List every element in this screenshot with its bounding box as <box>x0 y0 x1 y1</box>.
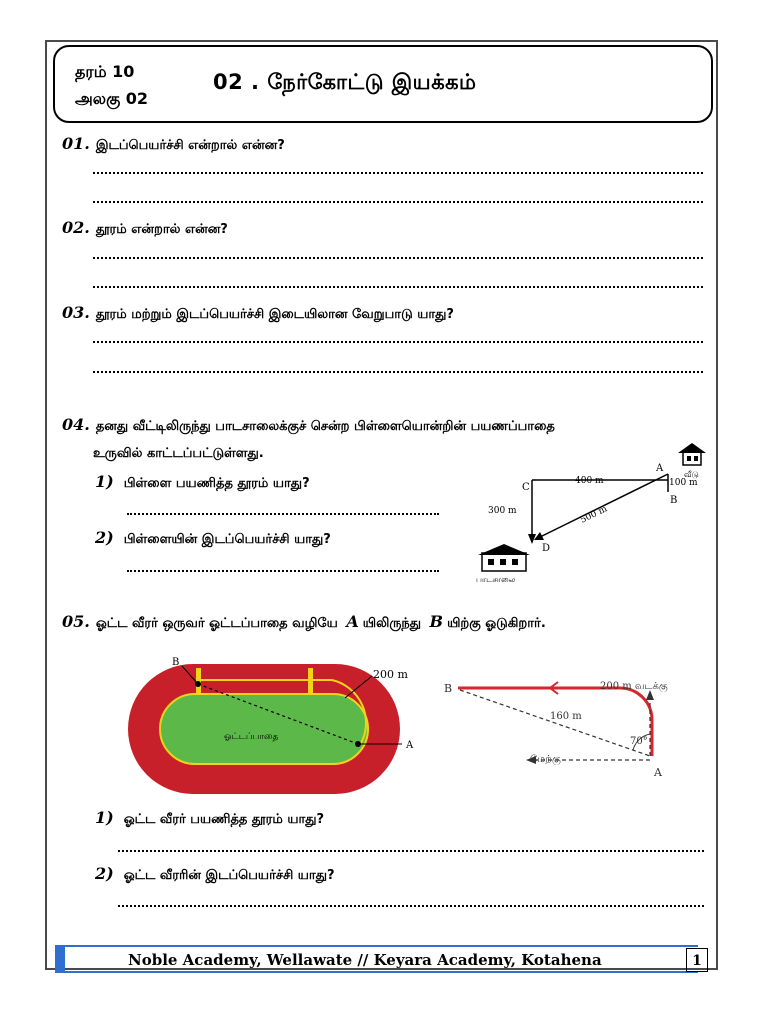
question-2-text: தூரம் என்றால் என்ன? <box>95 222 228 237</box>
sub1-text: ஓட்ட வீரர் பயணித்த தூரம் யாது? <box>123 812 325 827</box>
answer-line <box>118 905 704 907</box>
answer-line <box>93 286 703 288</box>
label-c: C <box>522 482 530 493</box>
question-1-text: இடப்பெயர்ச்சி என்றால் என்ன? <box>95 138 285 153</box>
answer-line <box>93 371 703 373</box>
question-4-number: 04. <box>62 415 90 434</box>
question-1-number: 01. <box>62 134 90 153</box>
sub2-text: பிள்ளையின் இடப்பெயர்ச்சி யாது? <box>123 532 331 547</box>
question-3-number: 03. <box>62 303 90 322</box>
question-4-text-line2: உருவில் காட்டப்பட்டுள்ளது. <box>93 446 264 461</box>
chord-line <box>460 690 650 756</box>
track-label-b: B <box>172 657 180 668</box>
question-5-text-post: யிற்கு ஓடுகிறார். <box>447 616 546 631</box>
curve-label: 200 m வடக்கு <box>600 681 668 692</box>
track-field-label: ஓட்டப்பாதை <box>224 732 279 742</box>
west-label: மேற்கு <box>530 754 561 765</box>
seg-ab-label: 100 m <box>669 478 698 488</box>
question-5-sub1 <box>95 808 324 828</box>
answer-line <box>93 341 703 343</box>
question-2 <box>62 218 228 238</box>
sub1-text: பிள்ளை பயணித்த தூரம் யாது? <box>123 476 310 491</box>
vector-label-b: B <box>444 682 453 695</box>
track-field <box>160 694 368 764</box>
question-5-text-mid: யிலிருந்து <box>362 616 421 631</box>
sub2-number: 2) <box>95 528 114 547</box>
seg-cd-label: 300 m <box>488 506 517 516</box>
angle-label: 70° <box>630 736 648 747</box>
question-3-text: தூரம் மற்றும் இடப்பெயர்ச்சி இடையிலான வேறுபாடு யாது? <box>95 307 454 322</box>
question-4-sub1 <box>95 472 310 492</box>
track-diagram <box>120 650 430 800</box>
school-label: பாடசாலை <box>476 575 516 584</box>
question-3 <box>62 303 454 323</box>
label-d: D <box>542 543 551 554</box>
question-1 <box>62 134 285 154</box>
answer-line <box>127 513 439 515</box>
answer-line <box>93 201 703 203</box>
school-icon <box>478 544 530 571</box>
answer-line <box>118 850 704 852</box>
house-icon <box>678 443 706 465</box>
answer-line <box>127 570 439 572</box>
home-label: வீடு <box>684 470 699 479</box>
seg-ca-label: 400 m <box>575 476 604 486</box>
question-4-text-line1: தனது வீட்டிலிருந்து பாடசாலைக்குச் சென்ற பிள்ளையொன்றின் பயணப்பாதை <box>95 419 555 434</box>
track-label-a: A <box>406 740 414 751</box>
track-dist-label: 200 m <box>373 668 408 681</box>
chord-label: 160 m <box>550 711 582 722</box>
answer-line <box>93 172 703 174</box>
path-diagram <box>470 440 720 590</box>
question-2-number: 02. <box>62 218 90 237</box>
grade-label: தரம் 10 <box>75 62 135 81</box>
question-4 <box>62 415 555 435</box>
answer-line <box>93 257 703 259</box>
question-5-sub2 <box>95 864 335 884</box>
unit-label: அலகு 02 <box>75 89 149 108</box>
point-b: B <box>429 612 444 631</box>
question-5-text-pre: ஓட்ட வீரர் ஒருவர் ஓட்டப்பாதை வழியே <box>95 616 338 631</box>
vector-label-a: A <box>654 766 662 779</box>
question-5-number: 05. <box>62 612 90 631</box>
point-a: A <box>346 612 359 631</box>
sub2-number: 2) <box>95 864 114 883</box>
label-a: A <box>656 463 664 474</box>
vector-diagram <box>440 668 710 783</box>
page-number: 1 <box>686 948 708 972</box>
footer-text: Noble Academy, Wellawate // Keyara Academy, Kotahena <box>128 951 602 969</box>
sub2-text: ஓட்ட வீரரின் இடப்பெயர்ச்சி யாது? <box>123 868 335 883</box>
question-4-sub2 <box>95 528 331 548</box>
seg-ad-label: 500 m <box>578 504 610 526</box>
run-curve <box>458 688 652 756</box>
sub1-number: 1) <box>95 808 114 827</box>
label-b: B <box>670 495 678 506</box>
page-title: 02 . நேர்கோட்டு இயக்கம் <box>213 70 477 94</box>
question-5 <box>62 612 546 632</box>
sub1-number: 1) <box>95 472 114 491</box>
